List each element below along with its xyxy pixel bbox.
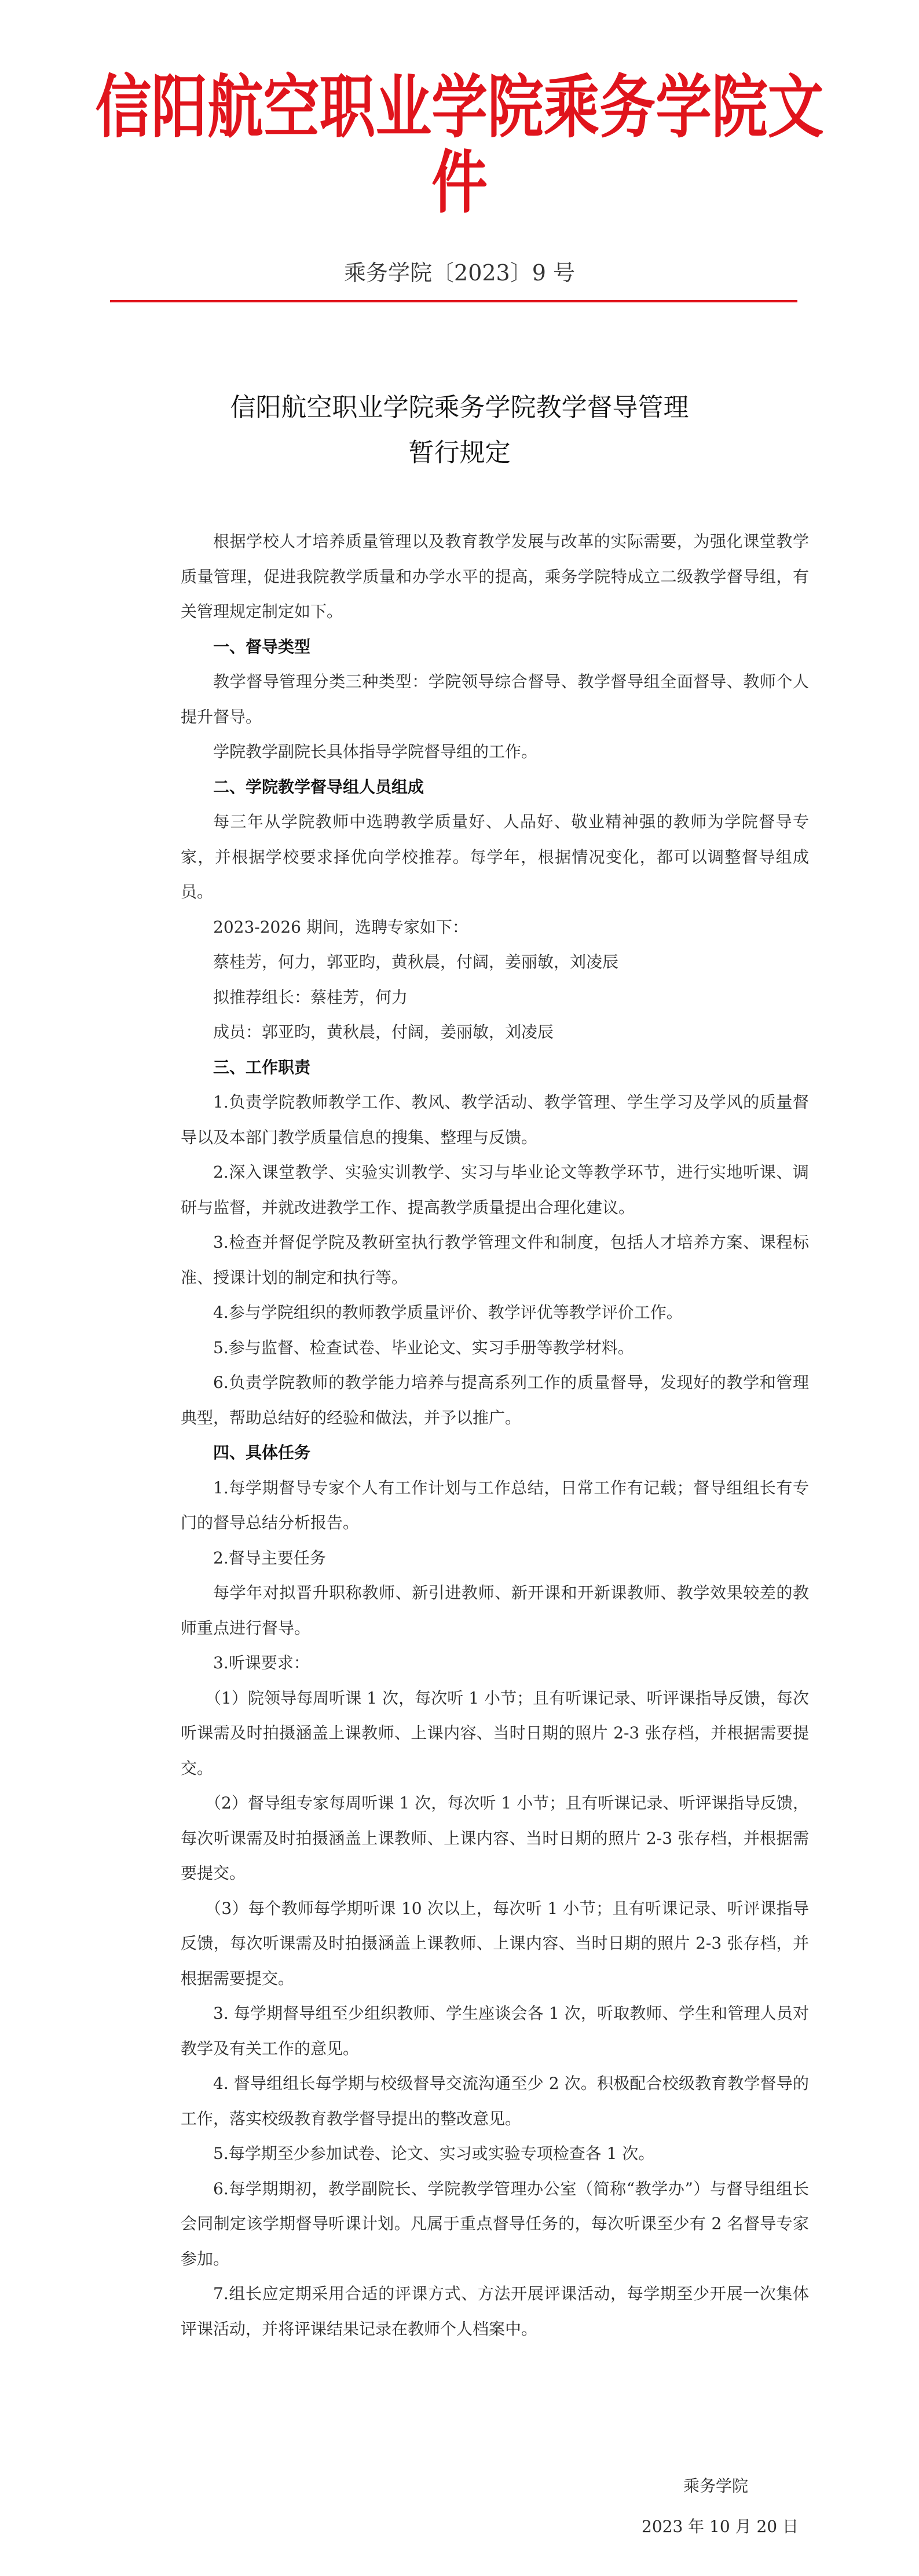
member-list: 成员：郭亚昀，黄秋晨，付阔，姜丽敏，刘凌辰: [213, 1022, 554, 1042]
red-divider-line: [110, 300, 797, 302]
duty-item: 2.深入课堂教学、实验实训教学、实习与毕业论文等教学环节，进行实地听课、调研与监督，并就改进教学工作、提高教学质量提出合理化建议。: [181, 1163, 809, 1217]
body-paragraph: 教学督导管理分类三种类型：学院领导综合督导、教学督导组全面督导、教师个人提升督导。: [181, 672, 809, 726]
document-body: [181, 524, 809, 2347]
task-item: 3.听课要求：: [213, 1653, 310, 1672]
intro-paragraph: 根据学校人才培养质量管理以及教育教学发展与改革的实际需要，为强化课堂教学质量管理，促进我院教学质量和办学水平的提高，乘务学院特成立二级教学督导组，有关管理规定制定如下。: [181, 532, 809, 621]
leader-list: 拟推荐组长：蔡桂芳，何力: [213, 987, 408, 1007]
title-line-1: 信阳航空职业学院乘务学院教学督导管理: [230, 393, 689, 422]
duty-item: 5.参与监督、检查试卷、毕业论文、实习手册等教学材料。: [213, 1338, 634, 1357]
duty-item: 3.检查并督促学院及教研室执行教学管理文件和制度，包括人才培养方案、课程标准、授课计划的制定和执行等。: [181, 1233, 809, 1287]
task-item: 6.每学期期初，教学副院长、学院教学管理办公室（简称“教学办”）与督导组组长会同制定该学期督导听课计划。凡属于重点督导任务的，每次听课至少有 2 名督导专家参加。: [181, 2179, 809, 2268]
title-line-2: 暂行规定: [408, 438, 511, 467]
task-item: 5.每学期至少参加试卷、论文、实习或实验专项检查各 1 次。: [213, 2144, 655, 2163]
section-heading-1: 一、督导类型: [213, 637, 311, 656]
listening-requirement: （3）每个教师每学期听课 10 次以上，每次听 1 小节；且有听课记录、听评课指导反馈，每次听课需及时拍摄涵盖上课教师、上课内容、当时日期的照片 2-3 张存档，并根据需要提交。: [181, 1898, 809, 1988]
document-masthead: 信阳航空职业学院乘务学院文件: [95, 67, 824, 222]
body-paragraph: 每三年从学院教师中选聘教学质量好、人品好、敬业精神强的教师为学院督导专家，并根据学校要求择优向学校推荐。每学年，根据情况变化，都可以调整督导组成员。: [181, 812, 809, 901]
task-item: 4. 督导组组长每学期与校级督导交流沟通至少 2 次。积极配合校级教育教学督导的工作，落实校级教育教学督导提出的整改意见。: [181, 2074, 809, 2128]
section-heading-2: 二、学院教学督导组人员组成: [213, 777, 424, 796]
duty-item: 4.参与学院组织的教师教学质量评价、教学评优等教学评价工作。: [213, 1303, 683, 1322]
duty-item: 6.负责学院教师的教学能力培养与提高系列工作的质量督导，发现好的教学和管理典型，帮助总结好的经验和做法，并予以推广。: [181, 1373, 809, 1427]
document-title: [0, 385, 919, 476]
task-item: 3. 每学期督导组至少组织教师、学生座谈会各 1 次，听取教师、学生和管理人员对教学及有关工作的意见。: [181, 2004, 809, 2058]
document-number: 乘务学院〔2023〕9 号: [344, 260, 575, 286]
listening-requirement: （2）督导组专家每周听课 1 次，每次听 1 小节；且有听课记录、听评课指导反馈，每次听课需及时拍摄涵盖上课教师、上课内容、当时日期的照片 2-3 张存档，并根据需要提交。: [181, 1793, 809, 1883]
section-heading-4: 四、具体任务: [213, 1443, 311, 1462]
listening-requirement: （1）院领导每周听课 1 次，每次听 1 小节；且有听课记录、听评课指导反馈，每次听课需及时拍摄涵盖上课教师、上课内容、当时日期的照片 2-3 张存档，并根据需要提交。: [181, 1688, 809, 1778]
expert-list: 蔡桂芳，何力，郭亚昀，黄秋晨，付阔，姜丽敏，刘凌辰: [213, 952, 619, 971]
issuer-signature: 乘务学院: [683, 2476, 749, 2495]
duty-item: 1.负责学院教师教学工作、教风、教学活动、教学管理、学生学习及学风的质量督导以及本部门教学质量信息的搜集、整理与反馈。: [181, 1092, 809, 1147]
issue-date: 2023 年 10 月 20 日: [642, 2517, 799, 2536]
body-paragraph: 2023-2026 期间，选聘专家如下：: [213, 917, 468, 937]
section-heading-3: 三、工作职责: [213, 1057, 311, 1077]
task-item: 7.组长应定期采用合适的评课方式、方法开展评课活动，每学期至少开展一次集体评课活动，并将评课结果记录在教师个人档案中。: [181, 2284, 809, 2339]
task-item: 每学年对拟晋升职称教师、新引进教师、新开课和开新课教师、教学效果较差的教师重点进行督导。: [181, 1583, 809, 1638]
task-item: 2.督导主要任务: [213, 1548, 326, 1567]
task-item: 1.每学期督导专家个人有工作计划与工作总结，日常工作有记载；督导组组长有专门的督导总结分析报告。: [181, 1478, 809, 1532]
body-paragraph: 学院教学副院长具体指导学院督导组的工作。: [213, 742, 538, 761]
